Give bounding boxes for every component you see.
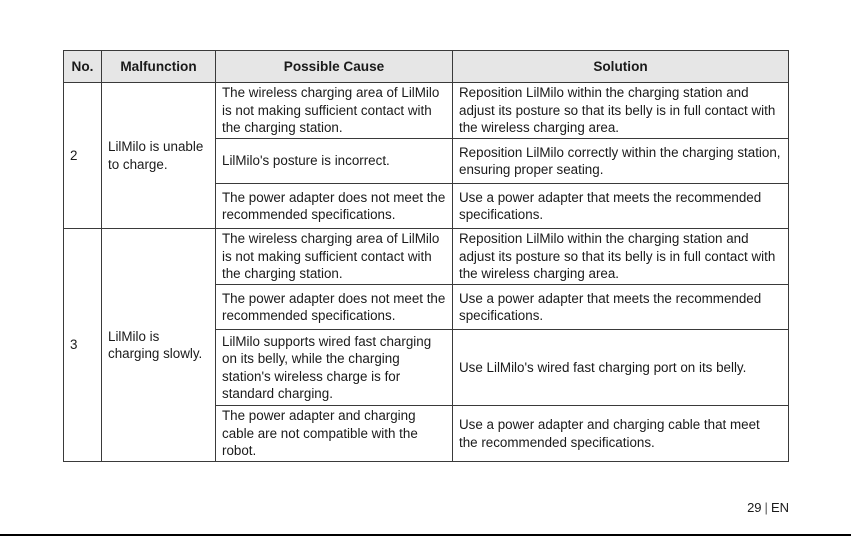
solution-cell: Use a power adapter that meets the recommended specifications. [453,184,789,229]
solution-cell: Use a power adapter that meets the recommended specifications. [453,285,789,330]
language-code: EN [770,500,789,515]
table-row [64,229,789,285]
cause-cell: The wireless charging area of LilMilo is not making sufficient contact with the charging station. [216,229,453,285]
header-malfunction: Malfunction [102,51,216,83]
cause-cell: The power adapter and charging cable are not compatible with the robot. [216,406,453,462]
solution-cell: Reposition LilMilo within the charging station and adjust its posture so that its belly is in full contact with the wireless charging area. [453,83,789,139]
cause-cell: The power adapter does not meet the recommended specifications. [216,285,453,330]
cause-cell: LilMilo's posture is incorrect. [216,139,453,184]
header-solution: Solution [453,51,789,83]
cause-cell: The wireless charging area of LilMilo is not making sufficient contact with the charging station. [216,83,453,139]
solution-cell: Use a power adapter and charging cable that meet the recommended specifications. [453,406,789,462]
cause-cell: The power adapter does not meet the recommended specifications. [216,184,453,229]
cause-cell: LilMilo supports wired fast charging on its belly, while the charging station's wireless charge is for standard charging. [216,330,453,406]
row-number: 3 [64,229,102,462]
solution-cell: Reposition LilMilo within the charging station and adjust its posture so that its belly is in full contact with the wireless charging area. [453,229,789,285]
malfunction-cell: LilMilo is charging slowly. [102,229,216,462]
malfunction-cell: LilMilo is unable to charge. [102,83,216,229]
page-number: 29 [747,500,762,515]
table-row [64,83,789,139]
header-possible-cause: Possible Cause [216,51,453,83]
troubleshooting-table [63,50,789,462]
header-no: No. [64,51,102,83]
row-number: 2 [64,83,102,229]
page-footer [747,500,789,515]
solution-cell: Use LilMilo's wired fast charging port on its belly. [453,330,789,406]
table-header-row [64,51,789,83]
solution-cell: Reposition LilMilo correctly within the charging station, ensuring proper seating. [453,139,789,184]
footer-separator: | [764,500,768,515]
